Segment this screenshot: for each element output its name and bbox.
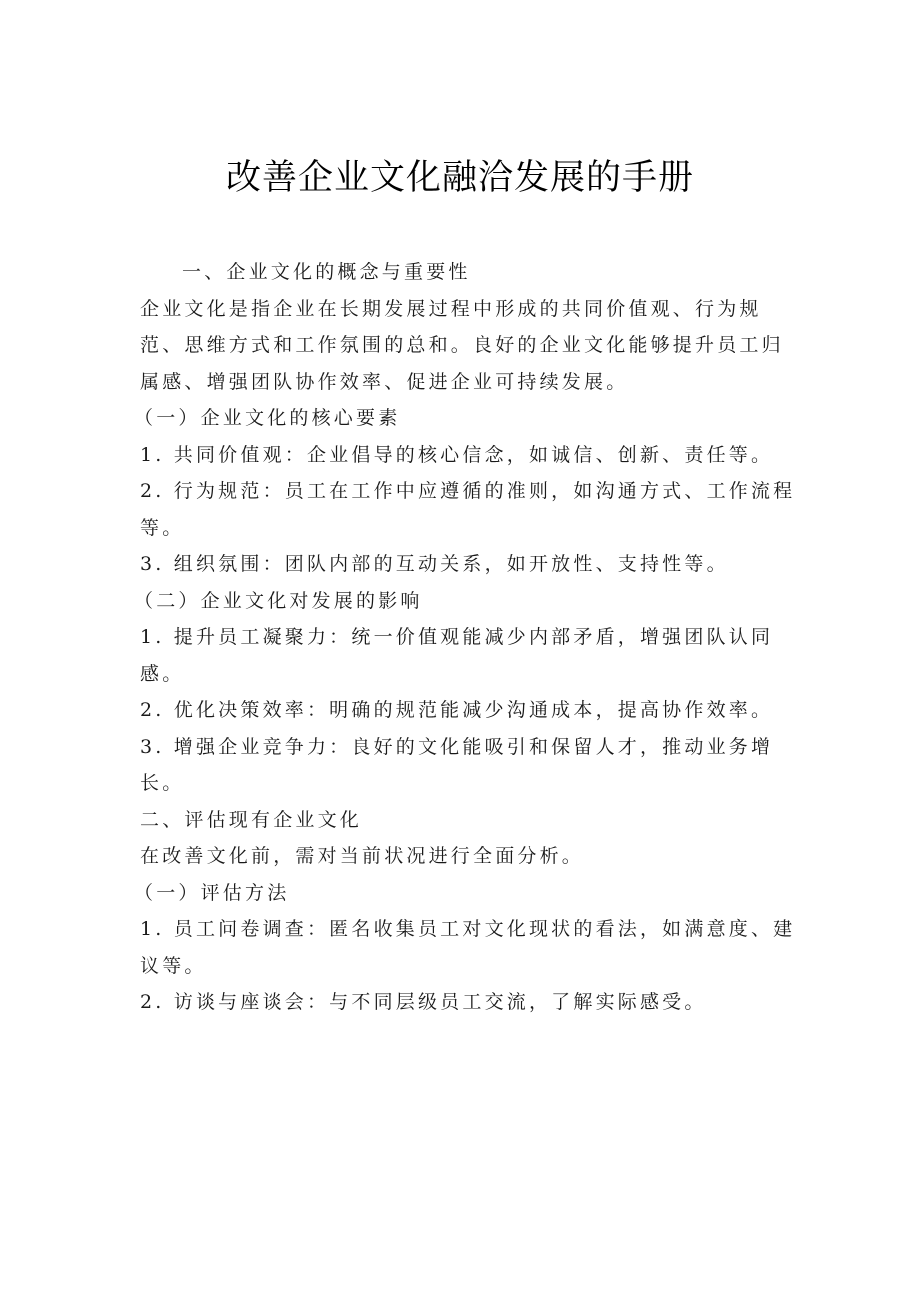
list-item: 1. 提升员工凝聚力：统一价值观能减少内部矛盾，增强团队认同 [140, 626, 774, 648]
list-item-continuation: 议等。 [140, 954, 207, 977]
paragraph-line: 属感、增强团队协作效率、促进企业可持续发展。 [140, 370, 629, 393]
document-body [134, 254, 796, 1021]
paragraph-line: 在改善文化前，需对当前状况进行全面分析。 [140, 845, 585, 867]
list-item-continuation: 感。 [140, 662, 185, 685]
subsection-heading: （二）企业文化对发展的影响 [134, 589, 423, 612]
paragraph-line: 范、思维方式和工作氛围的总和。良好的企业文化能够提升员工归 [140, 334, 784, 356]
list-item: 1. 员工问卷调查：匿名收集员工对文化现状的看法，如满意度、建 [140, 918, 796, 940]
list-item-continuation: 长。 [140, 772, 185, 794]
section-heading-1: 一、企业文化的概念与重要性 [182, 261, 471, 283]
section-heading-2: 二、评估现有企业文化 [140, 808, 363, 831]
list-item: 3. 增强企业竞争力：良好的文化能吸引和保留人才，推动业务增 [140, 735, 774, 758]
list-item: 2. 行为规范：员工在工作中应遵循的准则，如沟通方式、工作流程 [140, 480, 796, 502]
list-item: 2. 访谈与座谈会：与不同层级员工交流，了解实际感受。 [140, 991, 707, 1013]
document-title: 改善企业文化融洽发展的手册 [225, 158, 694, 198]
paragraph-line: 企业文化是指企业在长期发展过程中形成的共同价值观、行为规 [140, 297, 762, 320]
subsection-heading: （一）企业文化的核心要素 [134, 407, 401, 429]
list-item-continuation: 等。 [140, 516, 185, 539]
subsection-heading: （一）评估方法 [134, 881, 290, 904]
list-item: 3. 组织氛围：团队内部的互动关系，如开放性、支持性等。 [140, 553, 729, 575]
list-item: 1. 共同价值观：企业倡导的核心信念，如诚信、创新、责任等。 [140, 443, 774, 466]
list-item: 2. 优化决策效率：明确的规范能减少沟通成本，提高协作效率。 [140, 699, 774, 721]
